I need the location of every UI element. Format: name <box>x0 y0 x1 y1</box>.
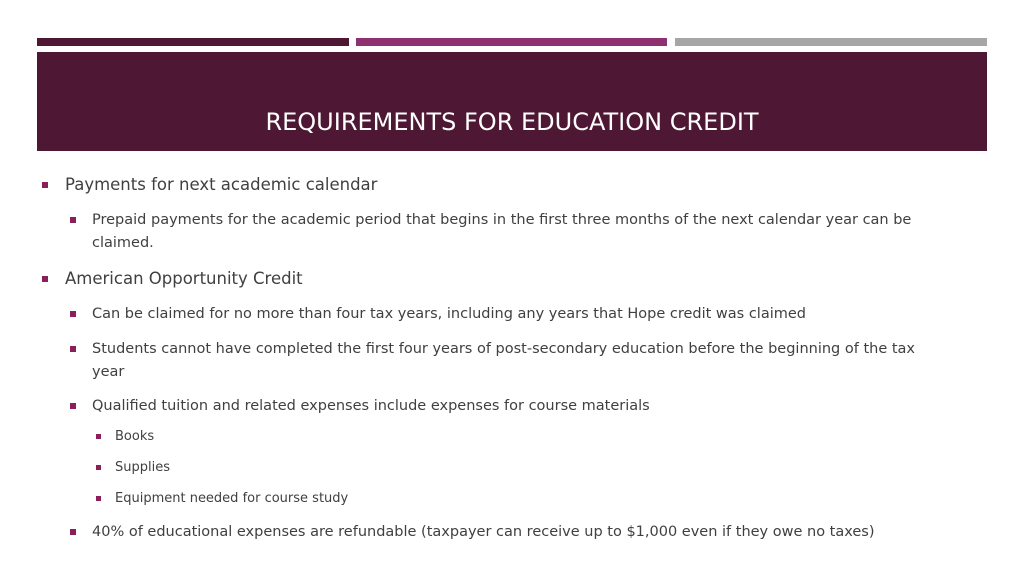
bullet-text-line-2: year <box>92 364 125 380</box>
bullet-text: Payments for next academic calendar <box>65 175 378 194</box>
square-bullet-icon <box>70 217 76 223</box>
bullet-text-line-2: claimed. <box>92 235 154 251</box>
bullet-text: Equipment needed for course study <box>115 491 349 506</box>
square-bullet-icon <box>42 276 48 282</box>
square-bullet-icon <box>70 403 76 409</box>
bullet-text: 40% of educational expenses are refundable (taxpayer can receive up to $1,000 even if they owe no taxes) <box>92 524 875 540</box>
square-bullet-icon <box>96 465 101 470</box>
bullet-text: Qualified tuition and related expenses include expenses for course materials <box>92 398 650 414</box>
bullet-text: Supplies <box>115 460 170 475</box>
square-bullet-icon <box>96 496 101 501</box>
square-bullet-icon <box>96 434 101 439</box>
square-bullet-icon <box>70 529 76 535</box>
square-bullet-icon <box>70 311 76 317</box>
slide-title: REQUIREMENTS FOR EDUCATION CREDIT <box>265 108 759 136</box>
bullet-text: American Opportunity Credit <box>65 269 303 288</box>
square-bullet-icon <box>70 346 76 352</box>
square-bullet-icon <box>42 182 48 188</box>
bullet-text-line-1: Students cannot have completed the first four years of post-secondary education before the beginning of the tax <box>92 341 916 357</box>
bullet-text: Books <box>115 429 155 444</box>
bullet-text-line-1: Prepaid payments for the academic period that begins in the first three months of the next calendar year can be <box>92 212 912 228</box>
bullet-text: Can be claimed for no more than four tax years, including any years that Hope credit was claimed <box>92 306 807 322</box>
